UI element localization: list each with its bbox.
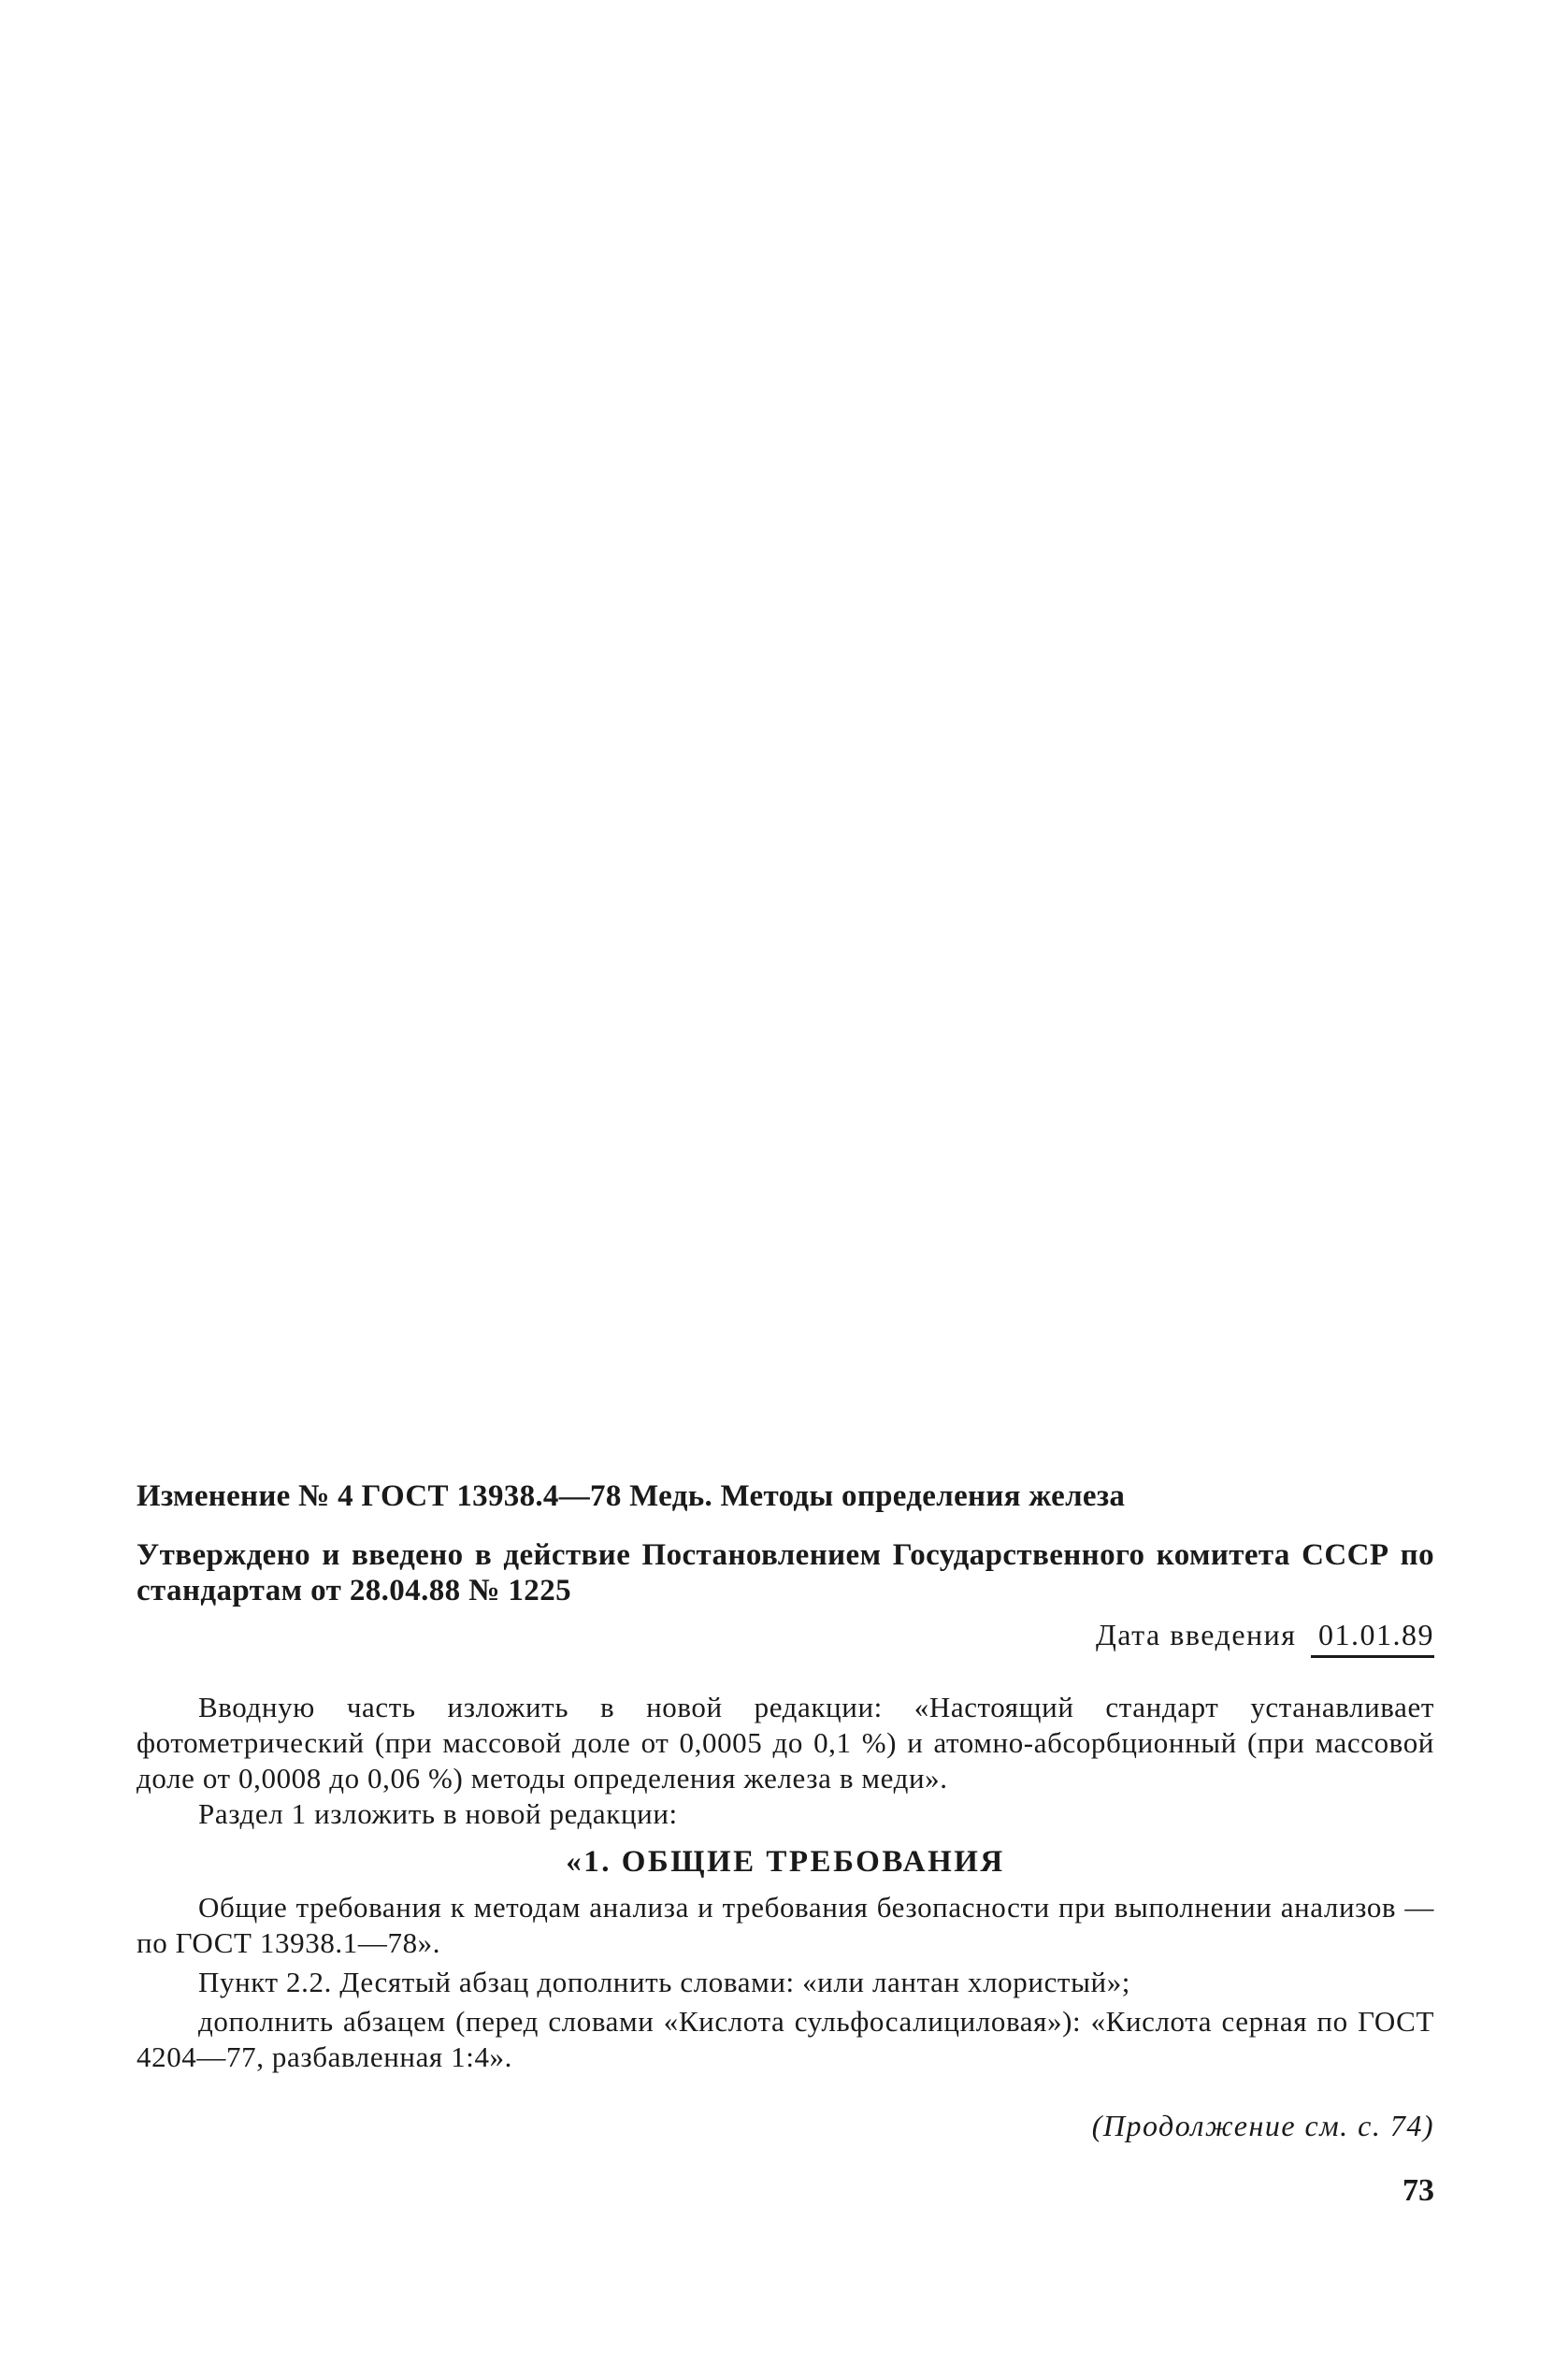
continuation-note: (Продолжение см. с. 74) [1091, 2109, 1434, 2142]
paragraph-addition: дополнить абзацем (перед словами «Кислота сульфосалициловая»): «Кислота серная по ГОСТ 4204—77, разбавленная 1:4». [137, 2005, 1434, 2073]
paragraph-intro: Вводную часть изложить в новой редакции: «Настоящий стандарт устанавливает фотометрический (при массовой доле от 0,0005 до 0,1 %) и атомно-абсорбционный (при массовой доле от 0,0008 до 0,06 %) методы определения железа в меди». [137, 1691, 1434, 1795]
approval-heading: Утверждено и введено в действие Постановлением Государственного комитета СССР по стандартам от 28.04.88 № 1225 [137, 1538, 1434, 1607]
paragraph-general-requirements: Общие требования к методам анализа и требования безопасности при выполнении анализов — по ГОСТ 13938.1—78». [137, 1891, 1434, 1959]
introduction-date [137, 1616, 1434, 1658]
section-title: «1. ОБЩИЕ ТРЕБОВАНИЯ [566, 1845, 1005, 1879]
page-number: 73 [1403, 2173, 1434, 2208]
paragraph-item-2-2: Пункт 2.2. Десятый абзац дополнить словами: «или лантан хлористый»; [198, 1966, 1131, 1998]
date-value: 01.01.89 [1311, 1616, 1434, 1658]
paragraph-section1: Раздел 1 изложить в новой редакции: [198, 1797, 678, 1830]
date-label: Дата введения [1095, 1618, 1297, 1651]
document-body [137, 1478, 1434, 2210]
amendment-heading: Изменение № 4 ГОСТ 13938.4—78 Медь. Методы определения железа [137, 1479, 1126, 1513]
